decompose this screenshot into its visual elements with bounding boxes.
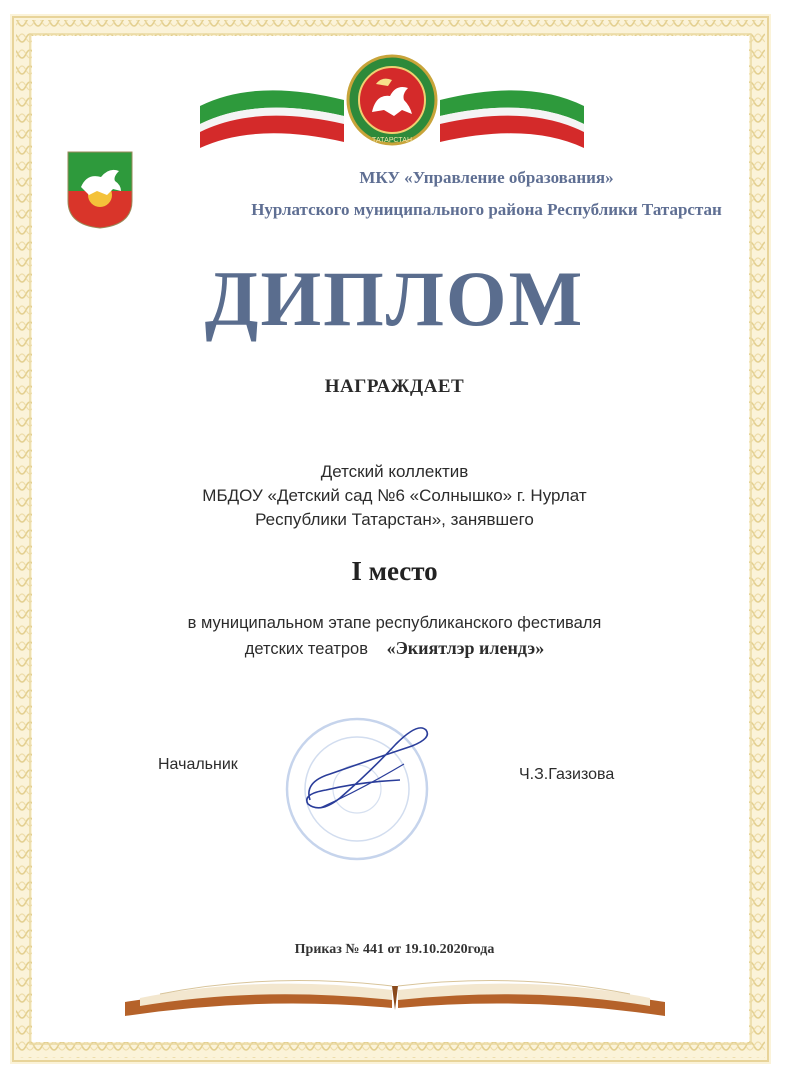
republic-seal-text: ТАТАРСТАН <box>371 137 413 144</box>
order-reference: Приказ № 441 от 19.10.2020года <box>294 942 495 957</box>
recipient-line-1: Детский коллектив <box>320 462 469 481</box>
signatory-name: Ч.З.Газизова <box>519 766 615 783</box>
festival-name: «Экиятлэр илендэ» <box>386 638 545 658</box>
awards-label: НАГРАЖДАЕТ <box>324 376 465 397</box>
organization-name: МКУ «Управление образования» <box>359 168 614 187</box>
signature-scribble <box>300 720 440 816</box>
signatory-role: Начальник <box>158 756 238 773</box>
festival-line-2 <box>0 638 789 659</box>
place-award: I место <box>351 556 438 586</box>
recipient-line-3: Республики Татарстан», занявшего <box>255 510 534 529</box>
organization-district: Нурлатского муниципального района Республики Татарстан <box>251 200 722 219</box>
festival-prefix: детских театров <box>244 640 368 658</box>
diploma-title: ДИПЛОМ <box>204 255 585 342</box>
recipient-line-2: МБДОУ «Детский сад №6 «Солнышко» г. Нурлат <box>202 486 587 505</box>
open-book-icon <box>120 960 670 1020</box>
tatarstan-emblem <box>196 54 588 150</box>
festival-line-1: в муниципальном этапе республиканского фестиваля <box>187 614 602 632</box>
